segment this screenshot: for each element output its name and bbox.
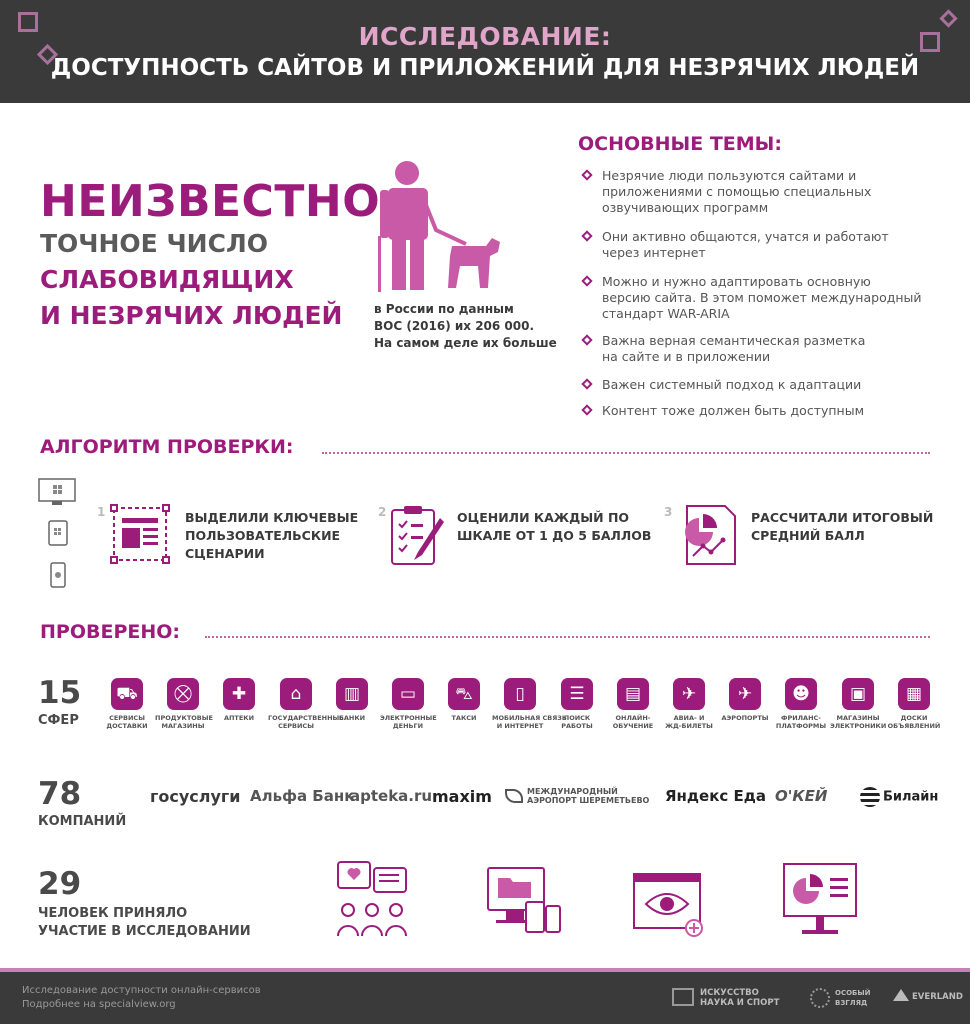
footer-line-2: Подробнее на specialview.org <box>22 999 176 1010</box>
sphere-label <box>492 714 567 730</box>
logo-beeline <box>860 787 938 807</box>
step-line: РАССЧИТАЛИ ИТОГОВЫЙ <box>751 510 934 525</box>
topic-line: версию сайта. В этом поможет международный <box>602 290 922 305</box>
sphere-label-line: ПОИСК <box>563 714 591 722</box>
taxi-icon: ⛍ <box>448 678 480 710</box>
sphere-label-line: ТАКСИ <box>451 714 477 722</box>
windows-tablet-icon <box>48 520 68 546</box>
sphere-label <box>380 714 436 730</box>
monitor-pie-chart-icon <box>782 862 858 938</box>
sphere-item <box>268 678 344 730</box>
bank-icon: ▥ <box>336 678 368 710</box>
topic-item <box>583 229 889 261</box>
diamond-bullet-icon <box>581 275 592 286</box>
people-label-line: ЧЕЛОВЕК ПРИНЯЛО <box>38 906 188 921</box>
sphere-item <box>324 678 380 722</box>
windows-monitor-icon <box>38 478 76 508</box>
topic-item <box>583 168 871 216</box>
sphere-label-line: ОНЛАЙН- <box>615 714 651 722</box>
layout-selection-icon <box>110 504 170 564</box>
sphere-label-line: ЖД-БИЛЕТЫ <box>665 722 713 730</box>
step-line: ПОЛЬЗОВАТЕЛЬСКИЕ <box>185 528 341 543</box>
sphere-label-line: ДЕНЬГИ <box>392 722 424 730</box>
sphere-item <box>155 678 211 730</box>
sphere-item <box>830 678 886 730</box>
pharmacy-icon: ✚ <box>223 678 255 710</box>
topic-line: через интернет <box>602 245 706 260</box>
partner-line: ОСОБЫЙ <box>835 989 871 997</box>
hero-line-4: И НЕЗРЯЧИХ ЛЮДЕЙ <box>40 301 343 330</box>
sphere-item <box>99 678 155 730</box>
people-count: 29 <box>38 866 82 902</box>
sphere-label-line: ДОСКИ <box>900 714 928 722</box>
sphere-item <box>605 678 661 730</box>
step-text <box>185 509 358 563</box>
sphere-label <box>99 714 155 730</box>
topic-line: приложениями с помощью специальных <box>602 184 872 199</box>
partner-line: EVERLAND <box>912 992 963 1002</box>
sphere-item <box>549 678 605 730</box>
topic-line: Они активно общаются, учатся и работают <box>602 229 889 244</box>
logo-text: МЕЖДУНАРОДНЫЙ АЭРОПОРТ ШЕРЕМЕТЬЕВО <box>527 787 650 805</box>
stat-line: На самом деле их больше <box>374 336 557 350</box>
job-search-icon: ☰ <box>561 678 593 710</box>
sphere-label-line: МАГАЗИНЫ <box>836 714 880 722</box>
sphere-item <box>717 678 773 722</box>
header-subtitle: ИССЛЕДОВАНИЕ: <box>358 22 612 51</box>
partner-line: НАУКА И СПОРТ <box>700 998 780 1008</box>
sphere-item <box>886 678 942 730</box>
sphere-label-line: ЭЛЕКТРОНИКИ <box>830 722 887 730</box>
electronics-store-icon: ▣ <box>842 678 874 710</box>
logo-text: maxim <box>432 787 492 806</box>
report-chart-icon <box>675 504 737 566</box>
partner-line: ВЗГЛЯД <box>835 999 868 1007</box>
companies-count: 78 <box>38 776 82 812</box>
sphere-label-line: ОБУЧЕНИЕ <box>612 722 654 730</box>
step-line: ОЦЕНИЛИ КАЖДЫЙ ПО <box>457 510 630 525</box>
sphere-item <box>773 678 829 730</box>
hero-stat <box>374 301 574 352</box>
tickets-icon: ✈ <box>673 678 705 710</box>
spheres-count: 15 <box>38 675 82 711</box>
companies-label <box>38 813 126 831</box>
dotted-divider <box>322 452 930 454</box>
topic-line: Незрячие люди пользуются сайтами и <box>602 168 857 183</box>
logo-yandex-eda <box>665 787 766 805</box>
sphere-label-line: РАБОТЫ <box>561 722 593 730</box>
sphere-label <box>886 714 942 730</box>
sphere-label <box>830 714 886 730</box>
partner-art-science <box>700 988 779 1008</box>
delivery-truck-icon: ⛟ <box>111 678 143 710</box>
step-text <box>457 509 651 545</box>
topic-line: Важна верная семантическая разметка <box>602 333 866 348</box>
topic-line: Контент тоже должен быть доступным <box>602 403 865 418</box>
sphere-label-line: АВИА- И <box>673 714 705 722</box>
topic-line: стандарт WAR-ARIA <box>602 306 730 321</box>
stat-line: в России по данным <box>374 302 514 316</box>
browser-eye-icon <box>632 872 708 938</box>
logo-text: Альфа Банк <box>250 787 355 805</box>
sphere-label-line: И ИНТЕРНЕТ <box>496 722 544 730</box>
sphere-label-line: ФРИЛАНС- <box>781 714 821 722</box>
logo-text: Билайн <box>883 789 939 805</box>
step-number: 2 <box>378 505 387 519</box>
logo-alfa-bank <box>250 787 354 805</box>
airplane-icon: ✈ <box>729 678 761 710</box>
freelance-icon: ☻ <box>785 678 817 710</box>
shopping-cart-icon: ⛒ <box>167 678 199 710</box>
diamond-bullet-icon <box>581 378 592 389</box>
logo-text: госуслуги <box>150 787 241 806</box>
checked-title: ПРОВЕРЕНО: <box>40 621 180 643</box>
companies-label-text: КОМПАНИЙ <box>38 814 127 829</box>
sphere-label-line: МАГАЗИНЫ <box>161 722 205 730</box>
sphere-label <box>268 714 344 730</box>
topic-line: Можно и нужно адаптировать основную <box>602 274 871 289</box>
diamond-bullet-icon <box>581 169 592 180</box>
art-science-logo-icon <box>672 988 694 1006</box>
bulletin-board-icon: ▦ <box>898 678 930 710</box>
dotted-divider <box>205 636 930 638</box>
sphere-item <box>436 678 492 722</box>
topics-title: ОСНОВНЫЕ ТЕМЫ: <box>578 133 782 155</box>
person-with-guide-dog-icon <box>374 160 514 295</box>
wings-icon <box>505 789 523 803</box>
sphere-label-line: ПРОДУКТОВЫЕ <box>155 714 213 722</box>
partner-line: ИСКУССТВО <box>700 988 759 998</box>
topic-item <box>583 333 865 365</box>
step-text <box>751 509 933 545</box>
e-money-icon: ▭ <box>392 678 424 710</box>
logo-text: О'КЕЙ <box>775 787 828 805</box>
sphere-label <box>717 714 773 722</box>
diamond-bullet-icon <box>581 334 592 345</box>
checklist-pencil-icon <box>390 504 446 566</box>
logo-maxim <box>432 787 492 806</box>
step-number: 3 <box>664 505 673 519</box>
logo-text: Яндекс Еда <box>665 787 766 805</box>
sphere-label-line: БАНКИ <box>338 714 366 722</box>
sphere-label-line: ОБЪЯВЛЕНИЙ <box>887 722 941 730</box>
topic-item <box>583 274 922 322</box>
sphere-item <box>211 678 267 722</box>
special-view-logo-icon <box>810 988 830 1008</box>
step-line: ВЫДЕЛИЛИ КЛЮЧЕВЫЕ <box>185 510 359 525</box>
footer-line-1: Исследование доступности онлайн-сервисов <box>22 985 261 996</box>
topic-line: озвучивающих программ <box>602 200 769 215</box>
partner-everland <box>912 992 963 1002</box>
logo-okey <box>775 787 827 805</box>
sphere-label <box>155 714 211 730</box>
diamond-bullet-icon <box>581 404 592 415</box>
topic-item <box>583 403 864 419</box>
sphere-label-line: МОБИЛЬНАЯ СВЯЗЬ <box>492 714 567 722</box>
people-label <box>38 905 251 941</box>
mobile-internet-icon: ▯ <box>504 678 536 710</box>
government-building-icon: ⌂ <box>280 678 312 710</box>
people-label-line: УЧАСТИЕ В ИССЛЕДОВАНИИ <box>38 924 251 939</box>
logo-apteka <box>350 787 432 805</box>
beeline-icon <box>860 787 880 807</box>
partner-special-view <box>835 988 871 1008</box>
online-learning-icon: ▤ <box>617 678 649 710</box>
step-line: СЦЕНАРИИ <box>185 546 265 561</box>
logo-sheremetyevo <box>505 787 655 805</box>
sphere-label <box>605 714 661 730</box>
sphere-label <box>549 714 605 730</box>
sphere-label <box>211 714 267 722</box>
sphere-label-line: АПТЕКИ <box>223 714 255 722</box>
logo-text: apteka.ru <box>350 787 433 805</box>
sphere-label-line: ДОСТАВКИ <box>106 722 148 730</box>
sphere-label-line: СЕРВИСЫ <box>278 722 314 730</box>
spheres-label-text: СФЕР <box>38 713 79 728</box>
people-chat-icon <box>334 860 410 940</box>
sphere-item <box>380 678 436 730</box>
sphere-label <box>324 714 380 722</box>
sphere-label-line: ПЛАТФОРМЫ <box>775 722 827 730</box>
algorithm-title: АЛГОРИТМ ПРОВЕРКИ: <box>40 436 294 458</box>
sphere-label <box>661 714 717 730</box>
step-number: 1 <box>97 505 106 519</box>
logo-gosuslugi <box>150 787 240 806</box>
header <box>0 0 970 103</box>
sphere-label-line: АЭРОПОРТЫ <box>721 714 769 722</box>
topic-line: на сайте и в приложении <box>602 349 771 364</box>
diamond-bullet-icon <box>581 230 592 241</box>
header-title: ДОСТУПНОСТЬ САЙТОВ И ПРИЛОЖЕНИЙ ДЛЯ НЕЗРЯЧИХ ЛЮДЕЙ <box>50 55 920 81</box>
topic-item <box>583 377 861 393</box>
sphere-label-line: ЭЛЕКТРОННЫЕ <box>380 714 437 722</box>
stat-line: ВОС (2016) их 206 000. <box>374 319 535 333</box>
hero-headline: НЕИЗВЕСТНО <box>40 176 381 227</box>
hero-line-2: ТОЧНОЕ ЧИСЛО <box>40 229 268 258</box>
step-line: ШКАЛЕ ОТ 1 ДО 5 БАЛЛОВ <box>457 528 652 543</box>
hero-line-3: СЛАБОВИДЯЩИХ <box>40 265 294 294</box>
devices-icon <box>486 866 562 938</box>
sphere-item <box>661 678 717 730</box>
sphere-label-line: ГОСУДАРСТВЕННЫЕ <box>268 714 344 722</box>
sphere-label <box>773 714 829 730</box>
sphere-label <box>436 714 492 722</box>
topic-line: Важен системный подход к адаптации <box>602 377 862 392</box>
spheres-label <box>38 712 79 730</box>
sphere-label-line: СЕРВИСЫ <box>109 714 145 722</box>
step-line: СРЕДНИЙ БАЛЛ <box>751 528 865 543</box>
footer <box>0 972 970 1024</box>
sphere-item <box>492 678 567 730</box>
everland-logo-icon <box>893 989 909 1001</box>
apple-phone-icon <box>50 562 66 588</box>
